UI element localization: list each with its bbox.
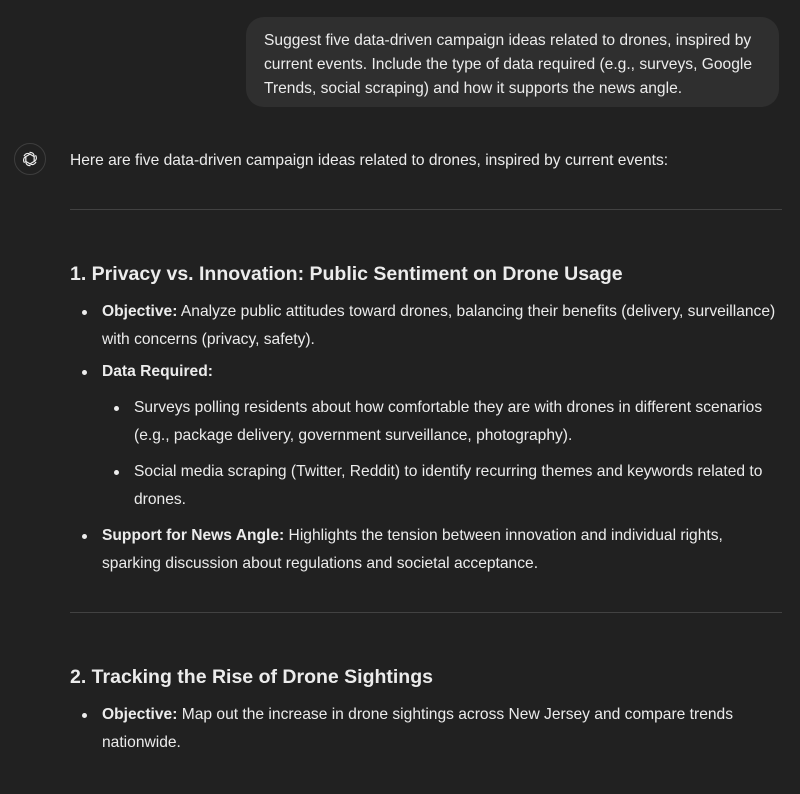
objective-text: Map out the increase in drone sightings across New Jersey and compare trends nationwide. — [102, 706, 734, 751]
assistant-message — [70, 147, 782, 761]
section-bullets — [70, 701, 782, 757]
assistant-intro: Here are five data-driven campaign ideas related to drones, inspired by current events: — [70, 152, 669, 169]
objective-label: Objective: — [102, 706, 178, 723]
section-title: 1. Privacy vs. Innovation: Public Sentiment on Drone Usage — [70, 263, 623, 285]
objective-text: Analyze public attitudes toward drones, balancing their benefits (delivery, surveillance) with concerns (privacy, safety). — [102, 303, 776, 348]
openai-logo-icon — [14, 143, 46, 175]
section-two — [70, 612, 782, 757]
data-required-label: Data Required: — [102, 363, 213, 380]
user-message-text: Suggest five data-driven campaign ideas related to drones, inspired by current events. Include the type of data required (e.g., surveys, Google Trends, social scraping) and how it supports the news angle. — [264, 32, 753, 97]
data-required-item — [102, 358, 782, 514]
objective-label: Objective: — [102, 303, 178, 320]
data-required-subitem: Surveys polling residents about how comfortable they are with drones in different scenarios (e.g., package delivery, government surveillance, photography). — [134, 394, 782, 450]
data-required-list — [102, 394, 782, 514]
objective-item — [102, 298, 782, 354]
objective-item — [102, 701, 782, 757]
support-item — [102, 522, 782, 578]
data-required-subitem: Social media scraping (Twitter, Reddit) to identify recurring themes and keywords related to drones. — [134, 458, 782, 514]
support-label: Support for News Angle: — [102, 527, 285, 544]
section-divider — [70, 612, 782, 613]
section-bullets — [70, 298, 782, 578]
user-message-bubble — [246, 17, 779, 107]
section-divider — [70, 209, 782, 210]
support-text: Highlights the tension between innovation and individual rights, sparking discussion about regulations and societal acceptance. — [102, 527, 723, 572]
section-title: 2. Tracking the Rise of Drone Sightings — [70, 666, 433, 688]
